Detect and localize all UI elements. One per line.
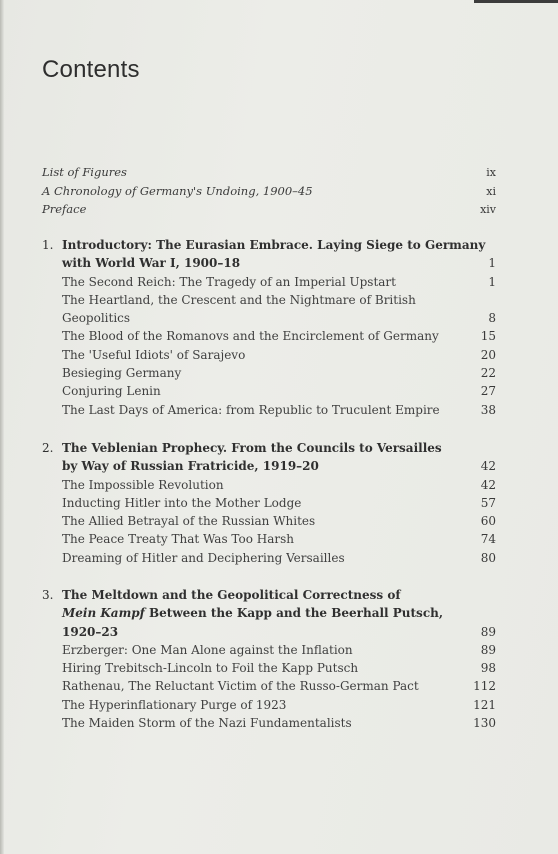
section-page: 57 [480,495,496,510]
toc-section[interactable] [62,696,496,714]
section-title: Erzberger: One Man Alone against the Inflation [62,642,353,657]
section-page: 38 [480,402,496,417]
chapter-heading[interactable] [42,236,496,254]
chapter-2 [42,439,496,567]
toc-section[interactable] [62,494,496,512]
toc-section[interactable] [62,327,496,345]
toc-entry-title: A Chronology of Germany's Undoing, 1900–45 [42,183,313,198]
toc-section[interactable] [62,659,496,677]
page-edge [0,0,4,854]
chapter-title-line: by Way of Russian Fratricide, 1919–20 [62,459,319,474]
section-title: The Maiden Storm of the Nazi Fundamentalists [62,716,352,731]
toc-entry-page: xiv [480,203,496,216]
section-title: The Impossible Revolution [62,477,224,492]
section-title: Rathenau, The Reluctant Victim of the Russo-German Pact [62,679,419,694]
chapter-heading-continued[interactable] [62,457,496,475]
toc-section[interactable] [62,346,496,364]
toc-section[interactable] [62,512,496,530]
page-title: Contents [42,56,140,83]
book-title-italic: Mein Kampf [62,606,145,621]
toc-entry-page: ix [486,166,496,179]
section-title: The 'Useful Idiots' of Sarajevo [62,347,246,362]
toc-entry-title: List of Figures [42,165,127,179]
section-title: Geopolitics [62,311,131,326]
chapter-heading[interactable] [42,586,496,604]
corner-mark [474,0,558,3]
front-matter-list [42,163,496,219]
toc-section[interactable] [62,309,496,327]
chapter-number: 1. [42,238,54,252]
chapter-title-line-rest: Between the Kapp and the Beerhall Putsch, [144,606,444,621]
section-title: The Peace Treaty That Was Too Harsh [62,532,295,547]
section-page: 27 [480,384,496,399]
toc-section[interactable] [62,291,496,309]
chapter-1 [42,236,496,419]
section-title: The Blood of the Romanovs and the Encirclement of Germany [62,329,439,344]
section-title: Inducting Hitler into the Mother Lodge [62,495,302,510]
chapter-heading[interactable] [42,439,496,457]
section-page: 15 [480,329,496,344]
chapter-heading-continued[interactable] [62,604,496,622]
chapter-title-line: 1920–23 [62,624,119,639]
section-title: Hiring Trebitsch-Lincoln to Foil the Kapp Putsch [62,661,359,676]
toc-entry-title: Preface [42,202,87,216]
section-title: The Second Reich: The Tragedy of an Imperial Upstart [62,274,396,289]
section-page: 22 [480,366,496,381]
section-page: 20 [480,347,496,362]
section-title: The Allied Betrayal of the Russian Whites [62,514,316,529]
toc-section[interactable] [62,476,496,494]
chapter-number: 2. [42,441,54,455]
section-page: 74 [480,532,496,547]
section-page: 112 [473,679,496,694]
section-title: Besieging Germany [62,366,182,381]
chapter-page: 1 [488,256,496,271]
section-page: 80 [480,550,496,565]
toc-section[interactable] [62,641,496,659]
toc-section[interactable] [62,273,496,291]
toc-section[interactable] [62,364,496,382]
chapter-title-line: The Meltdown and the Geopolitical Correctness of [62,588,401,602]
section-page: 98 [480,661,496,676]
chapter-title-line: Introductory: The Eurasian Embrace. Laying Siege to Germany [62,238,486,252]
section-title: The Last Days of America: from Republic to Truculent Empire [62,402,440,417]
section-page: 42 [480,477,496,492]
chapter-title-line [62,604,443,622]
toc-section[interactable] [62,401,496,419]
section-page: 121 [473,697,496,712]
section-page: 130 [473,716,496,731]
section-title: The Heartland, the Crescent and the Nightmare of British [62,292,416,307]
toc-entry-page: xi [486,184,496,198]
toc-entry[interactable] [42,200,496,219]
toc-section[interactable] [62,714,496,732]
chapter-number: 3. [42,588,54,602]
chapter-3 [42,586,496,732]
section-page: 1 [488,274,496,289]
chapter-page: 42 [480,459,496,474]
section-title: The Hyperinflationary Purge of 1923 [62,697,287,712]
chapter-heading-continued[interactable] [62,623,496,641]
toc-section[interactable] [62,549,496,567]
toc-section[interactable] [62,530,496,548]
chapter-page: 89 [480,624,496,639]
toc-section[interactable] [62,382,496,400]
toc-entry[interactable] [42,163,496,182]
section-page: 89 [480,642,496,657]
section-title: Dreaming of Hitler and Deciphering Versailles [62,550,345,565]
section-page: 60 [480,514,496,529]
chapter-title-line: with World War I, 1900–18 [62,256,241,271]
toc-section[interactable] [62,677,496,695]
chapter-heading-continued[interactable] [62,254,496,272]
chapter-title-line: The Veblenian Prophecy. From the Councils to Versailles [62,441,442,455]
section-page: 8 [488,311,496,326]
toc-entry[interactable] [42,182,496,201]
section-title: Conjuring Lenin [62,384,161,399]
